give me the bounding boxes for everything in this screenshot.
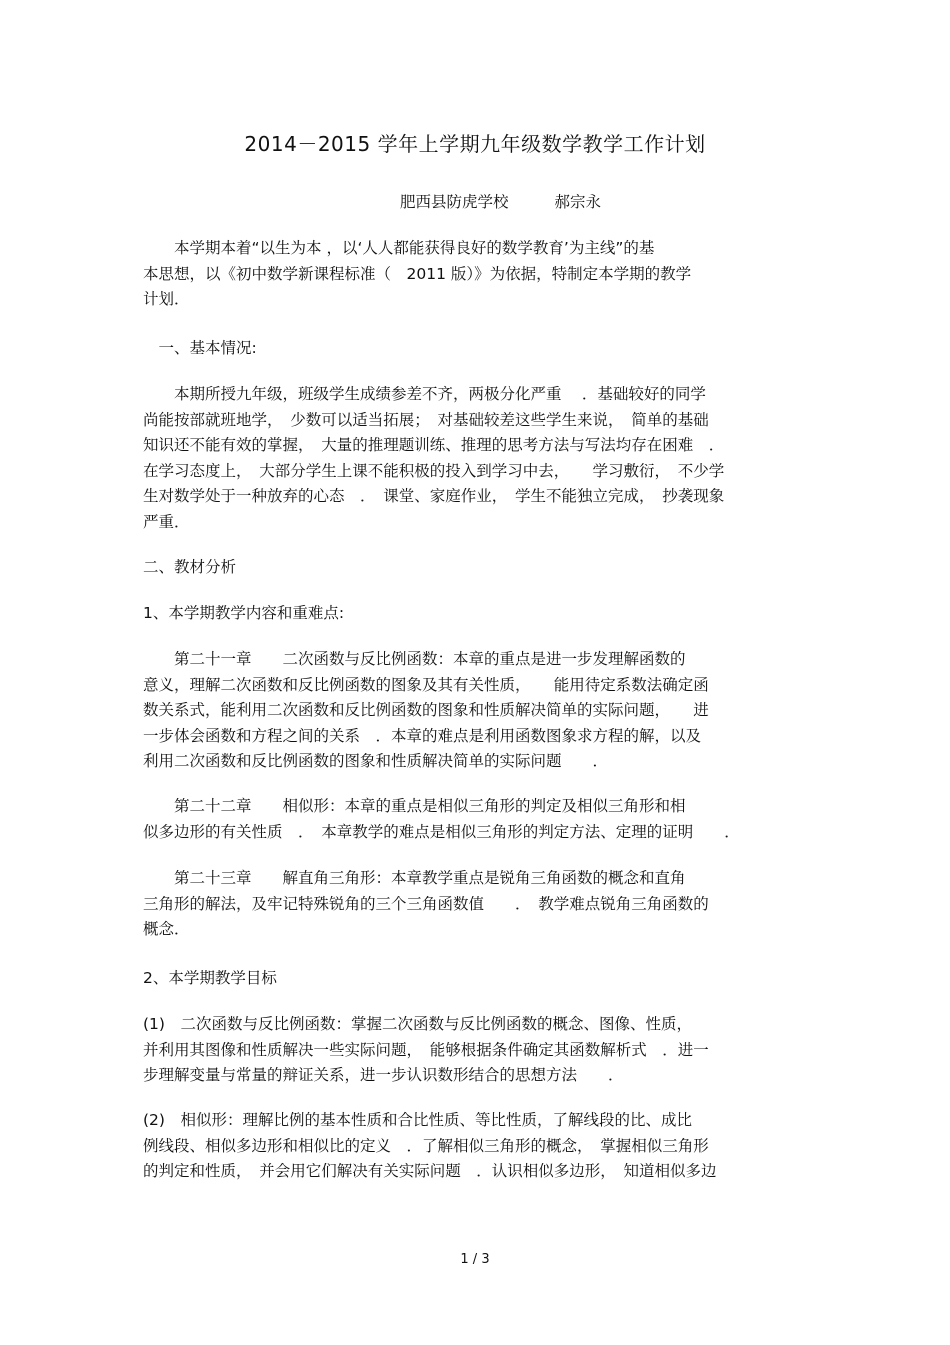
text-line: 数关系式，能利用二次函数和反比例函数的图象和性质解决简单的实际问题， 进 xyxy=(143,701,709,719)
school-name: 肥西县防虎学校 xyxy=(400,193,509,211)
text-line: 严重． xyxy=(143,512,190,531)
basic-situation-paragraph xyxy=(143,382,808,535)
text-line: 一步体会函数和方程之间的关系 ．本章的难点是利用函数图象求方程的解，以及 xyxy=(143,726,702,745)
subsection-heading-content: 1、本学期教学内容和重难点: xyxy=(143,604,345,622)
text-line: 步理解变量与常量的辩证关系，进一步认识数形结合的思想方法 ． xyxy=(143,1066,624,1084)
text-line: 本期所授九年级，班级学生成绩参差不齐，两极分化严重 ．基础较好的同学 xyxy=(143,385,706,403)
goal-1-paragraph xyxy=(143,1012,808,1089)
text-line: 生对数学处于一种放弃的心态 ． 课堂、家庭作业， 学生不能独立完成， 抄袭现象 xyxy=(143,487,725,505)
section-heading-basic: 一、基本情况: xyxy=(143,339,257,357)
text-line: 并利用其图像和性质解决一些实际问题， 能够根据条件确定其函数解析式 ．进一 xyxy=(143,1040,709,1059)
byline xyxy=(400,190,601,212)
section-heading-materials: 二、教材分析 xyxy=(143,558,237,576)
text-line: 第二十二章 相似形：本章的重点是相似三角形的判定及相似三角形和相 xyxy=(143,797,686,815)
subsection-heading-goals: 2、本学期教学目标 xyxy=(143,969,277,987)
text-line: 第二十三章 解直角三角形：本章教学重点是锐角三角函数的概念和直角 xyxy=(143,869,686,887)
goal-2-paragraph xyxy=(143,1108,808,1185)
chapter-23-paragraph xyxy=(143,866,808,943)
text-line: 知识还不能有效的掌握， 大量的推理题训练、推理的思考方法与写法均存在困难 ． xyxy=(143,436,725,454)
text-line: 本思想，以《初中数学新课程标准（ 2011 版）》为依据，特制定本学期的教学 xyxy=(143,264,692,283)
document-title: 2014－2015 学年上学期九年级数学教学工作计划 xyxy=(244,132,706,156)
page-number: 1 / 3 xyxy=(460,1252,490,1267)
text-line: 第二十一章 二次函数与反比例函数：本章的重点是进一步发理解函数的 xyxy=(143,650,686,668)
text-line: 利用二次函数和反比例函数的图象和性质解决简单的实际问题 ． xyxy=(143,752,609,770)
text-line: (2) 相似形：理解比例的基本性质和合比性质、等比性质，了解线段的比、成比 xyxy=(143,1111,692,1129)
text-line: 本学期本着“以生为本 ，以‘人人都能获得良好的数学教育’为主线”的基 xyxy=(143,239,655,257)
text-line: 概念． xyxy=(143,920,190,938)
text-line: 三角形的解法，及牢记特殊锐角的三个三角函数值 ． 教学难点锐角三角函数的 xyxy=(143,894,709,913)
text-line: 在学习态度上， 大部分学生上课不能积极的投入到学习中去， 学习敷衍， 不少学 xyxy=(143,461,725,480)
intro-paragraph xyxy=(143,236,808,313)
chapter-22-paragraph xyxy=(143,794,808,845)
text-line: 例线段、相似多边形和相似比的定义 ．了解相似三角形的概念， 掌握相似三角形 xyxy=(143,1136,709,1155)
text-line: 意义，理解二次函数和反比例函数的图象及其有关性质， 能用待定系数法确定函 xyxy=(143,675,709,694)
text-line: 计划． xyxy=(143,290,190,308)
author-name: 郝宗永 xyxy=(554,193,602,211)
chapter-21-paragraph xyxy=(143,647,808,775)
text-line: 似多边形的有关性质 ． 本章教学的难点是相似三角形的判定方法、定理的证明 ． xyxy=(143,822,740,841)
text-line: (1) 二次函数与反比例函数：掌握二次函数与反比例函数的概念、图像、性质， xyxy=(143,1015,692,1033)
text-line: 尚能按部就班地学， 少数可以适当拓展； 对基础较差这些学生来说， 简单的基础 xyxy=(143,410,709,429)
text-line: 的判定和性质， 并会用它们解决有关实际问题 ．认识相似多边形， 知道相似多边 xyxy=(143,1162,717,1180)
